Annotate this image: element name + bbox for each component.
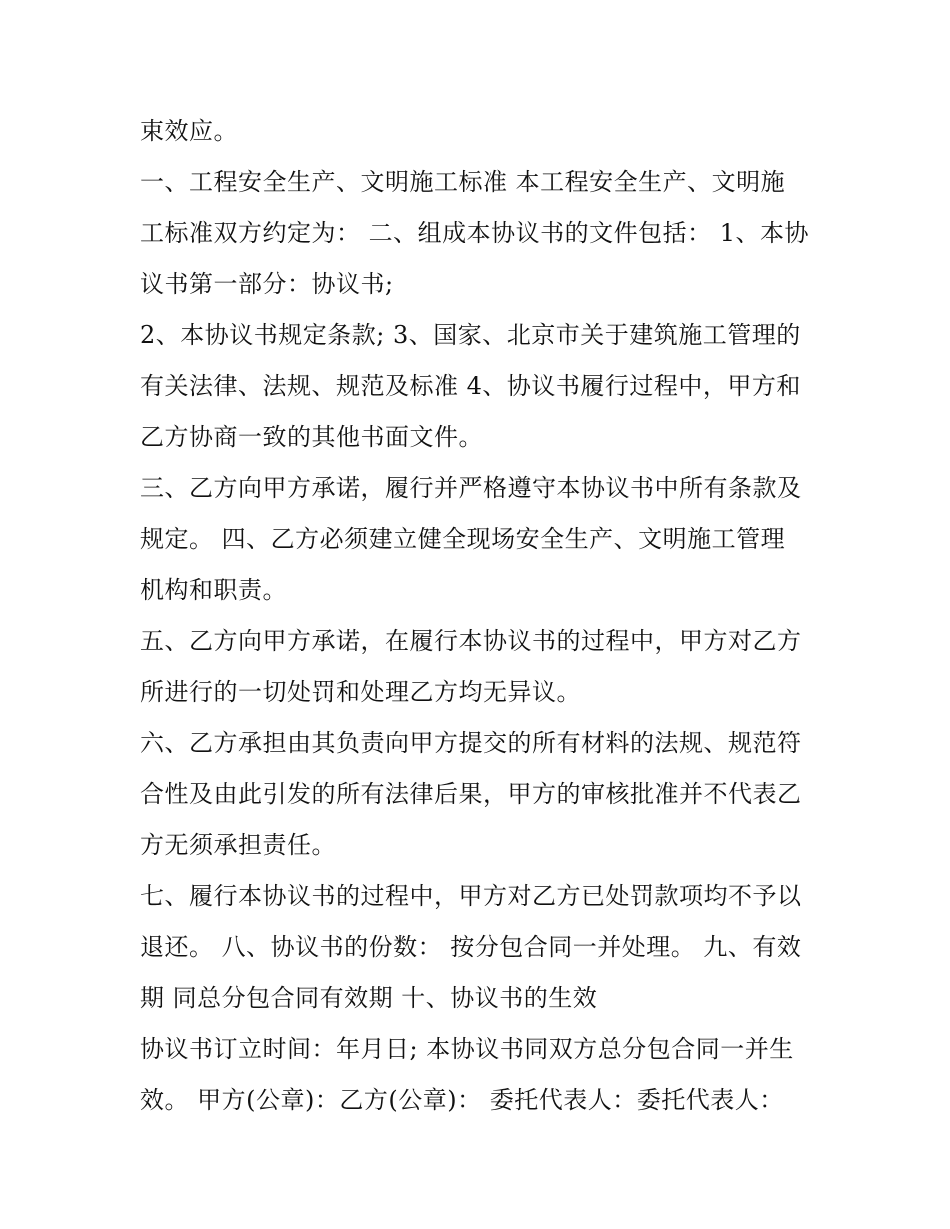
document-body bbox=[140, 106, 830, 1126]
text-line-14: 合性及由此引发的所有法律后果，甲方的审核批准并不代表乙 bbox=[140, 780, 802, 808]
text-line-9: 规定。 四、乙方必须建立健全现场安全生产、文明施工管理 bbox=[140, 525, 786, 553]
text-line-7: 乙方协商一致的其他书面文件。 bbox=[140, 423, 483, 451]
text-line-8: 三、乙方向甲方承诺，履行并严格遵守本协议书中所有条款及 bbox=[140, 474, 802, 502]
text-line-10: 机构和职责。 bbox=[140, 576, 287, 604]
text-line-16: 七、履行本协议书的过程中，甲方对乙方已处罚款项均不予以 bbox=[140, 882, 802, 910]
text-line-11: 五、乙方向甲方承诺，在履行本协议书的过程中，甲方对乙方 bbox=[140, 627, 802, 655]
text-line-2: 一、工程安全生产、文明施工标准 本工程安全生产、文明施 bbox=[140, 168, 786, 196]
text-line-15: 方无须承担责任。 bbox=[140, 831, 336, 859]
text-line-17: 退还。 八、协议书的份数： 按分包合同一并处理。 九、有效 bbox=[140, 933, 802, 961]
text-line-12: 所进行的一切处罚和处理乙方均无异议。 bbox=[140, 678, 581, 706]
text-line-3: 工标准双方约定为： 二、组成本协议书的文件包括： 1、本协 bbox=[140, 219, 810, 247]
text-line-18: 期 同总分包合同有效期 十、协议书的生效 bbox=[140, 984, 598, 1012]
text-line-5: 2、本协议书规定条款; 3、国家、北京市关于建筑施工管理的 bbox=[140, 321, 801, 349]
text-line-4: 议书第一部分：协议书; bbox=[140, 270, 394, 298]
text-line-20: 效。 甲方(公章)：乙方(公章)： 委托代表人：委托代表人： bbox=[140, 1086, 784, 1114]
text-line-1: 束效应。 bbox=[140, 117, 238, 145]
text-line-19: 协议书订立时间：年月日; 本协议书同双方总分包合同一并生 bbox=[140, 1035, 794, 1063]
text-line-6: 有关法律、法规、规范及标准 4、协议书履行过程中，甲方和 bbox=[140, 372, 801, 400]
text-line-13: 六、乙方承担由其负责向甲方提交的所有材料的法规、规范符 bbox=[140, 729, 802, 757]
